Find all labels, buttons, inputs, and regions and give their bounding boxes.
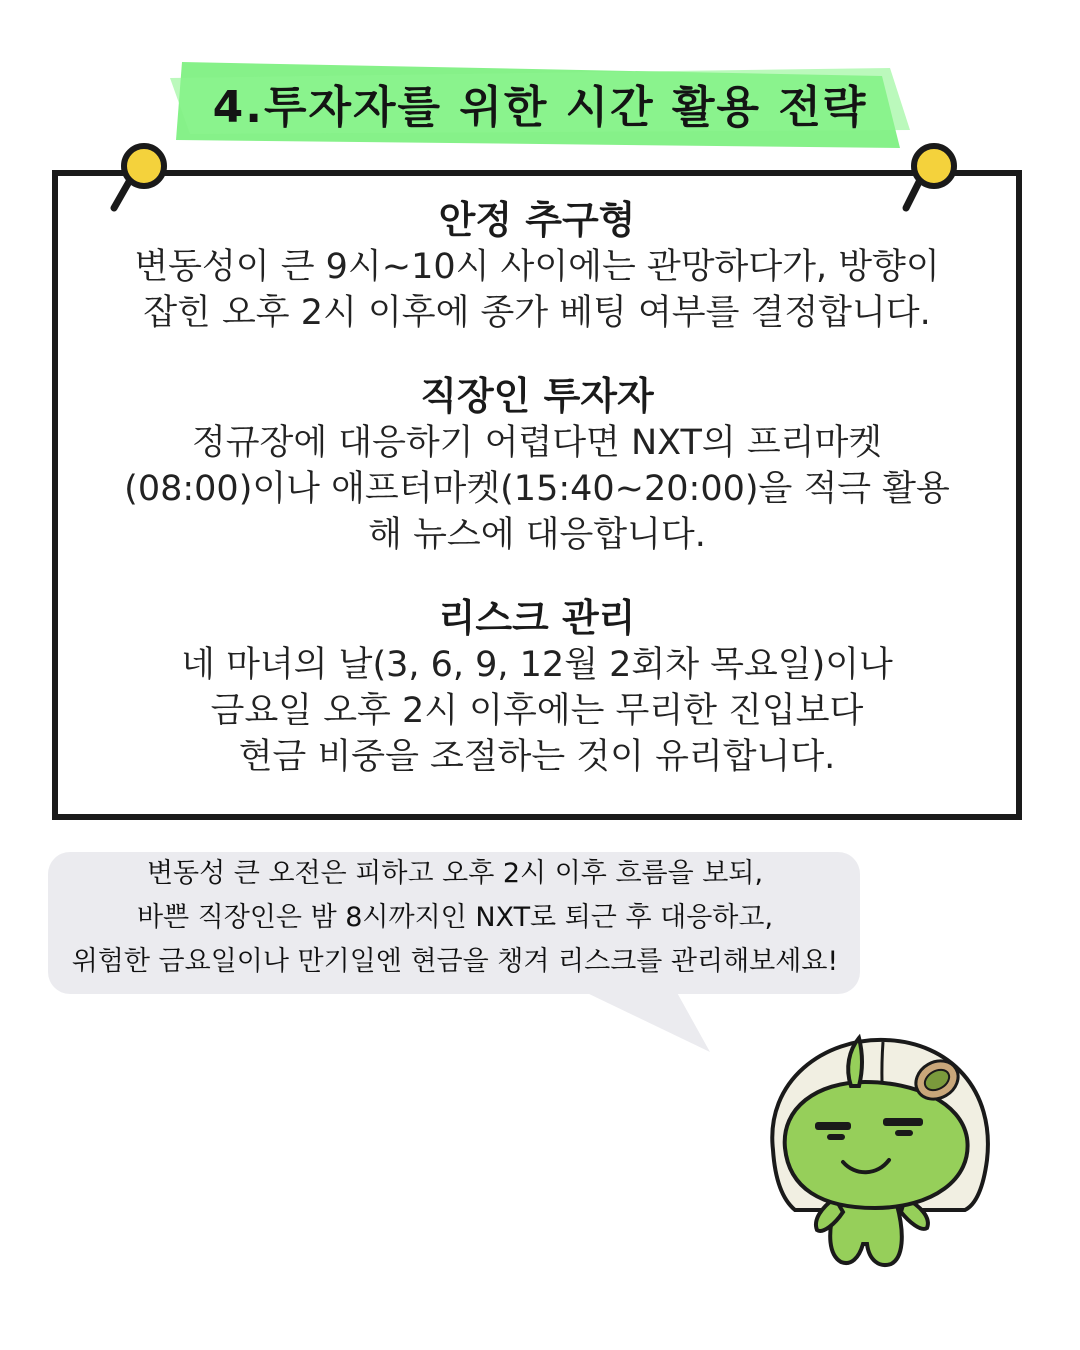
section-risk [52, 594, 1022, 780]
section-heading: 직장인 투자자 [420, 374, 654, 418]
speech-bubble-tail [560, 980, 720, 1060]
section-heading: 리스크 관리 [438, 596, 636, 640]
speech-bubble-text [0, 852, 910, 984]
page-title: 4.투자자를 위한 시간 활용 전략 [212, 82, 868, 133]
section-office-worker [52, 372, 1022, 558]
section-text-line: 현금 비중을 조절하는 것이 유리합니다. [238, 737, 836, 777]
section-text-line: 네 마녀의 날(3, 6, 9, 12월 2회차 목요일)이나 [181, 645, 893, 685]
section-text-line: 해 뉴스에 대응합니다. [368, 515, 706, 555]
pistachio-mascot [755, 1030, 1005, 1280]
bubble-line: 변동성 큰 오전은 피하고 오후 2시 이후 흐름을 보되, [146, 858, 764, 889]
section-text-line: 변동성이 큰 9시~10시 사이에는 관망하다가, 방향이 [134, 247, 940, 287]
section-heading: 안정 추구형 [438, 198, 636, 242]
section-text-line: (08:00)이나 애프터마켓(15:40~20:00)을 적극 활용 [124, 469, 950, 509]
section-text-line: 금요일 오후 2시 이후에는 무리한 진입보다 [210, 691, 864, 731]
strategy-sections [52, 196, 1022, 780]
section-stable [52, 196, 1022, 336]
bubble-line: 바쁜 직장인은 밤 8시까지인 NXT로 퇴근 후 대응하고, [136, 902, 774, 933]
title-banner [170, 60, 910, 150]
bubble-line: 위험한 금요일이나 만기일엔 현금을 챙겨 리스크를 관리해보세요! [71, 946, 839, 977]
section-text-line: 잡힌 오후 2시 이후에 종가 베팅 여부를 결정합니다. [143, 293, 931, 333]
section-text-line: 정규장에 대응하기 어렵다면 NXT의 프리마켓 [191, 423, 883, 463]
